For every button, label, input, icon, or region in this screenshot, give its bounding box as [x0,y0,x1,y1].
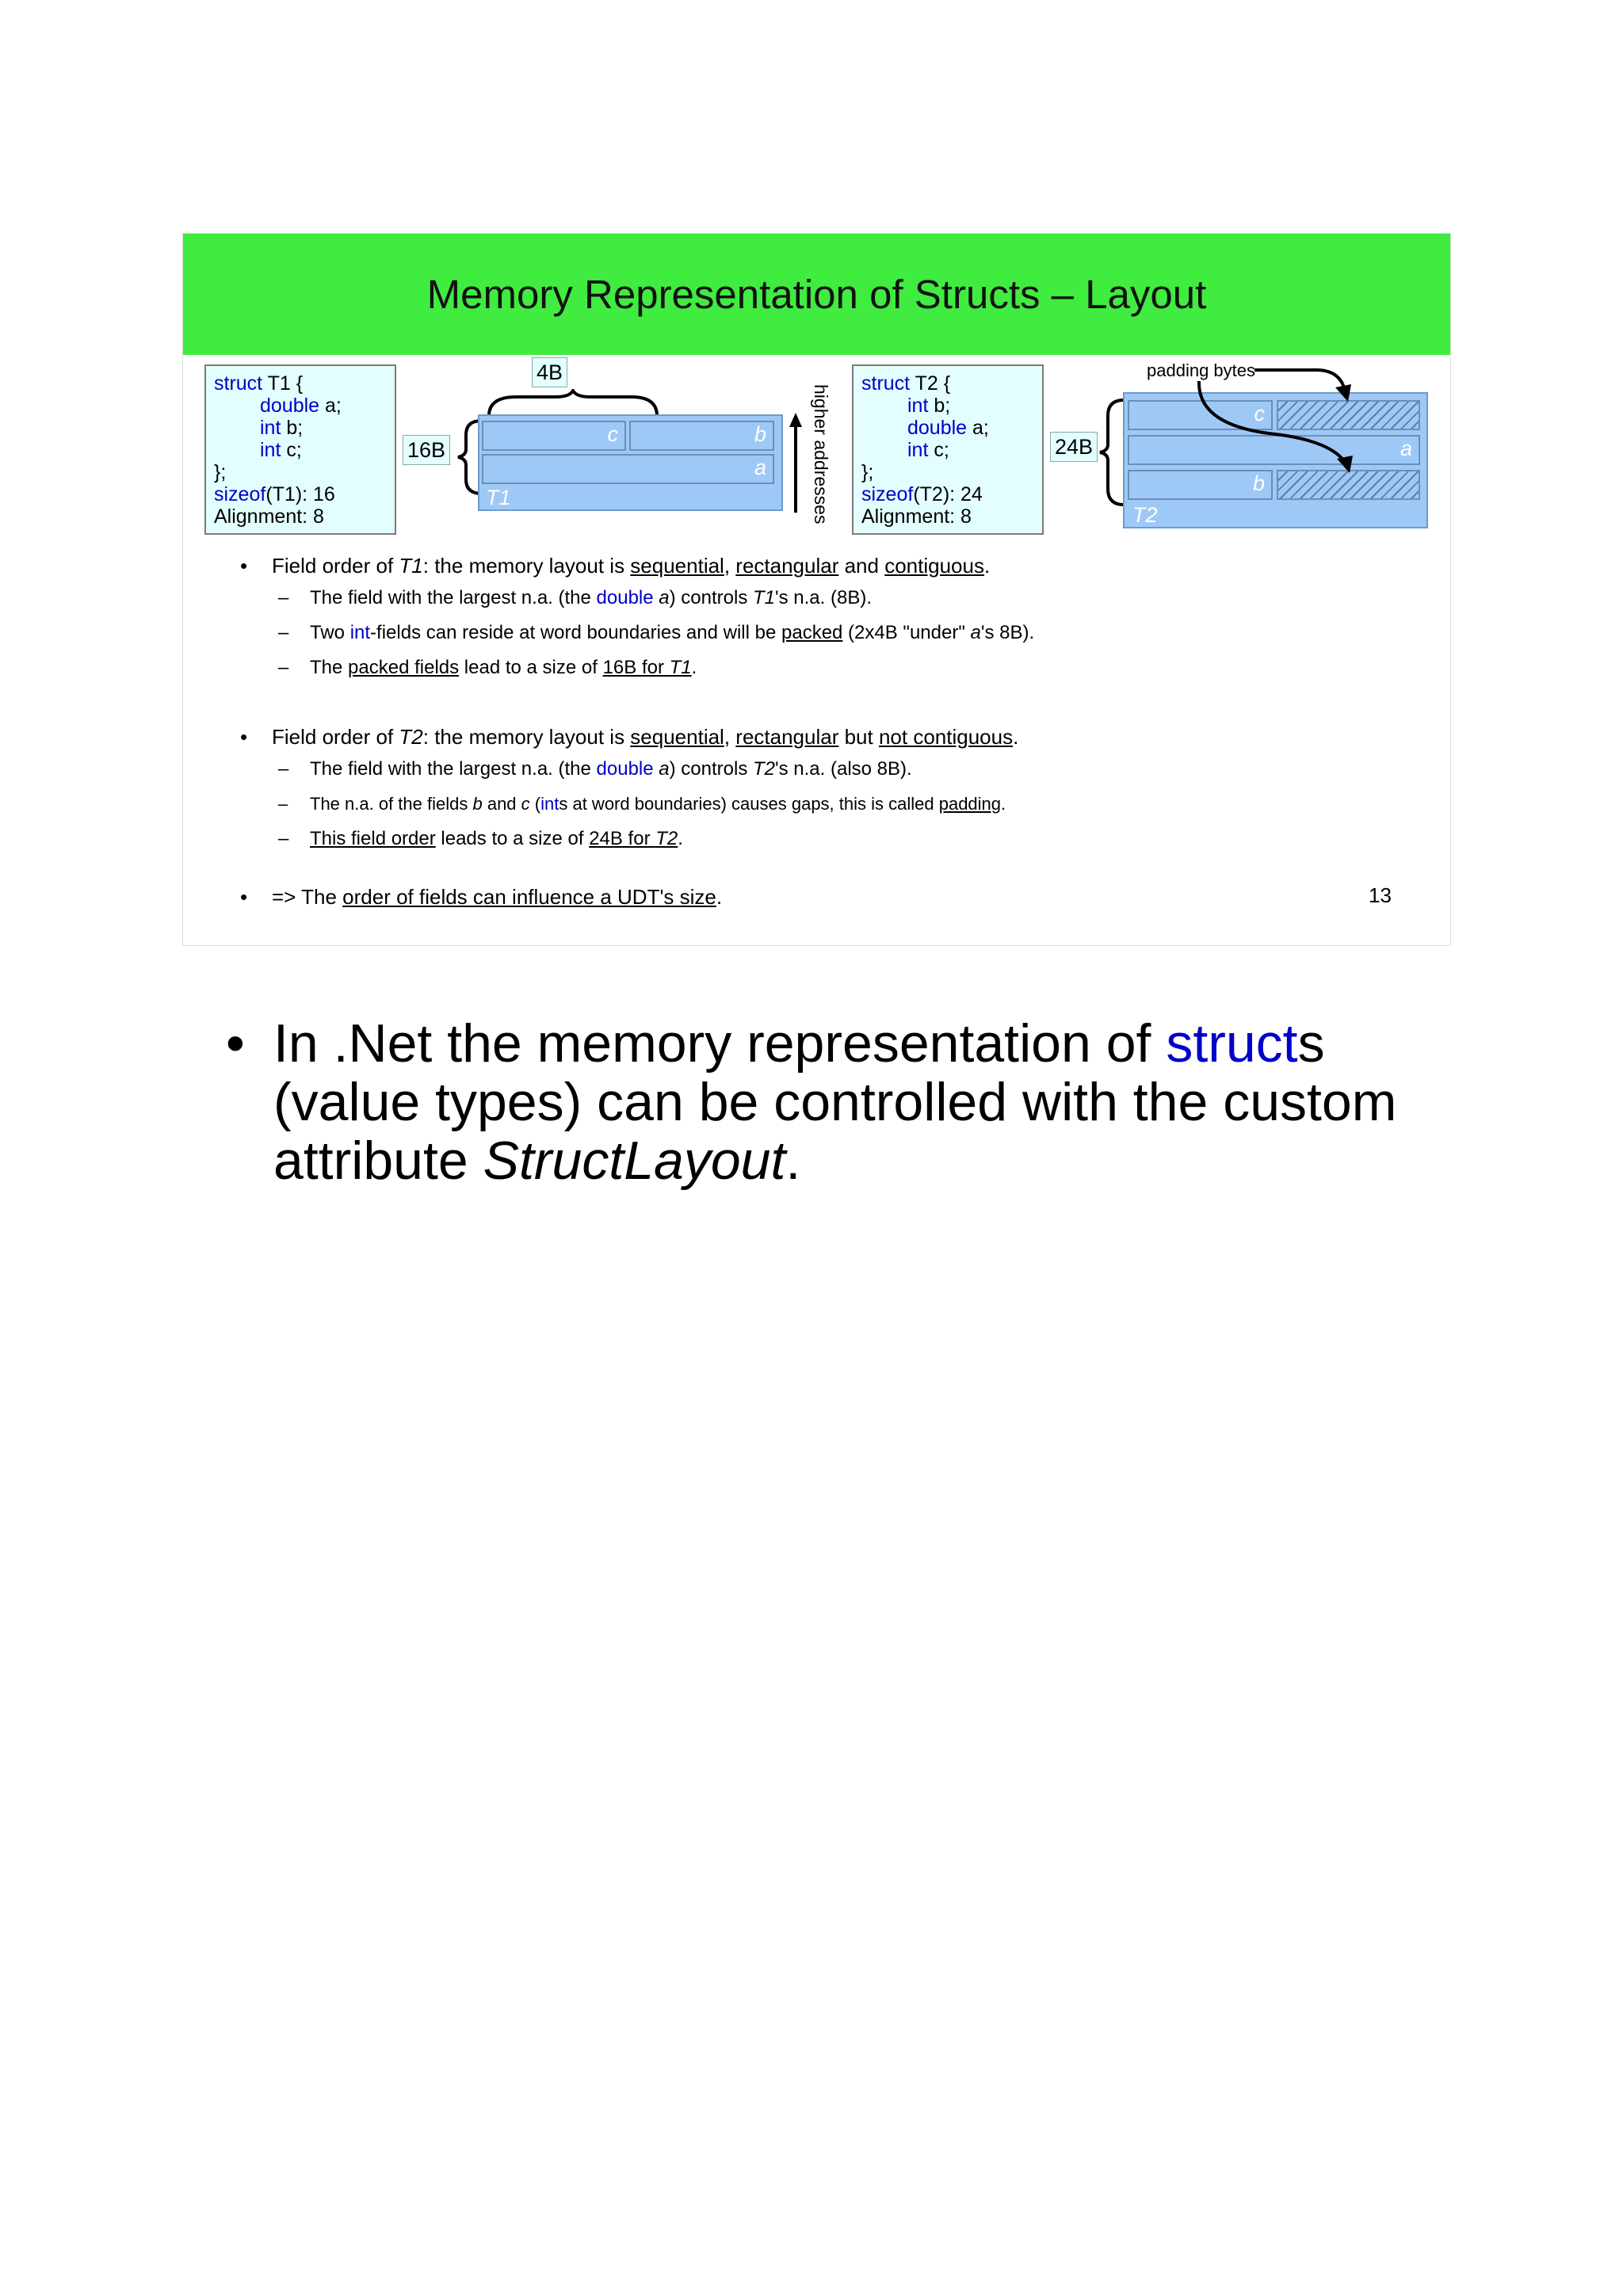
t1-width-label: 4B [532,357,567,387]
higher-addresses-label: higher addresses [811,384,831,524]
t1-sub-bullet-2: – Two int-fields can reside at word boundaries and will be packed (2x4B "under" a's 8B). [232,622,1405,644]
t2-sub-bullet-1: – The field with the largest n.a. (the double a) controls T2's n.a. (also 8B). [232,758,1405,780]
t2-block-name: T2 [1132,503,1158,527]
t1-block-name: T1 [486,486,511,509]
t1-size-label: 16B [403,435,450,465]
slide-title-bar [183,234,1450,355]
t1-sub-bullet-1: – The field with the largest n.a. (the double a) controls T1's n.a. (8B). [232,587,1405,609]
t1-code-box: struct T1 { double a; int b; int c; }; sizeof(T1): 16 Alignment: 8 [204,364,396,535]
slide [182,233,1451,946]
t2-sub-bullet-3: – This field order leads to a size of 24B for T2. [232,828,1405,850]
t1-cell-a: a [482,454,774,484]
t2-size-label: 24B [1050,432,1098,462]
padding-bytes-label: padding bytes [1147,360,1255,380]
t1-bullet-group [232,554,1405,679]
t1-sub-bullet-3: – The packed fields lead to a size of 16B for T1. [232,657,1405,679]
t2-cell-a: a [1128,435,1420,465]
padding-arrows [1190,360,1443,479]
conclusion-bullet: • => The order of fields can influence a UDT's size. [232,885,1405,909]
t2-sub-bullet-2: – The n.a. of the fields b and c (ints at word boundaries) causes gaps, this is called padding. [232,793,1405,815]
t2-code-box: struct T2 { int b; double a; int c; }; sizeof(T2): 24 Alignment: 8 [852,364,1044,535]
t2-cell-c: c [1128,400,1273,430]
t2-bullet: • Field order of T2: the memory layout is sequential, rectangular but not contiguous. [232,725,1405,749]
higher-addresses-arrow [784,413,808,516]
t2-cell-b: b [1128,470,1273,500]
t2-bullet-group [232,725,1405,850]
conclusion-bullet-group [232,885,1405,909]
t1-bullet: • Field order of T1: the memory layout is sequential, rectangular and contiguous. [232,554,1405,578]
page-number: 13 [1369,883,1392,907]
t1-cell-b: b [629,421,774,451]
slide-title: Memory Representation of Structs – Layout [426,272,1207,317]
higher-addresses-label-wrap [809,384,833,527]
note-bullet: • In .Net the memory representation of structs (value types) can be controlled with the custom attribute StructLayout. [226,1014,1462,1190]
t1-cell-c: c [482,421,626,451]
